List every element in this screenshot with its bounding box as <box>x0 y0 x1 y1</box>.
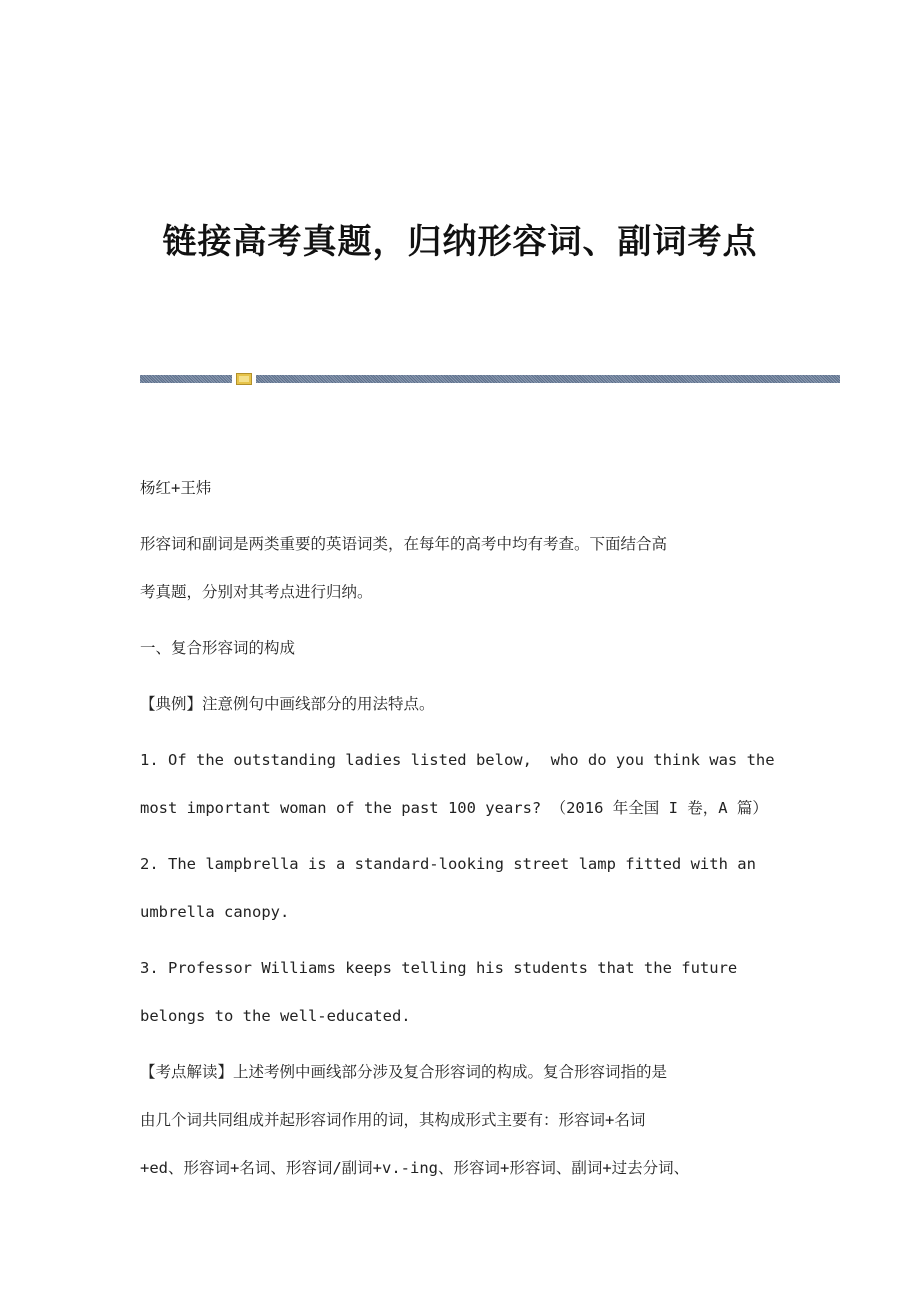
document-title: 链接高考真题，归纳形容词、副词考点 <box>162 222 758 262</box>
intro-paragraph-line: 形容词和副词是两类重要的英语词类，在每年的高考中均有考查。下面结合高 <box>140 535 668 553</box>
divider-bar-left <box>140 375 232 383</box>
example-sentence-line: 3. Professor Williams keeps telling his students that the future <box>140 959 738 977</box>
analysis-paragraph-line: 【考点解读】上述考例中画线部分涉及复合形容词的构成。复合形容词指的是 <box>140 1063 668 1081</box>
title-divider <box>140 374 840 384</box>
analysis-paragraph-line: +ed、形容词+名词、形容词/副词+v.-ing、形容词+形容词、副词+过去分词、 <box>140 1159 690 1177</box>
authors: 杨红+王炜 <box>140 479 212 497</box>
example-label: 【典例】注意例句中画线部分的用法特点。 <box>140 695 435 713</box>
divider-bar-right <box>256 375 840 383</box>
section-heading: 一、复合形容词的构成 <box>140 639 296 657</box>
example-sentence-line: umbrella canopy. <box>140 903 290 921</box>
example-sentence-line: most important woman of the past 100 years? （2016 年全国 I 卷，A 篇） <box>140 799 768 817</box>
analysis-paragraph-line: 由几个词共同组成并起形容词作用的词，其构成形式主要有：形容词+名词 <box>140 1111 646 1129</box>
example-sentence-line: belongs to the well-educated. <box>140 1007 411 1025</box>
divider-ornament-icon <box>236 373 252 385</box>
document-body <box>140 464 780 1192</box>
example-sentence-line: 2. The lampbrella is a standard-looking street lamp fitted with an <box>140 855 756 873</box>
intro-paragraph-line: 考真题，分别对其考点进行归纳。 <box>140 583 373 601</box>
example-sentence-line: 1. Of the outstanding ladies listed below, who do you think was the <box>140 751 775 769</box>
